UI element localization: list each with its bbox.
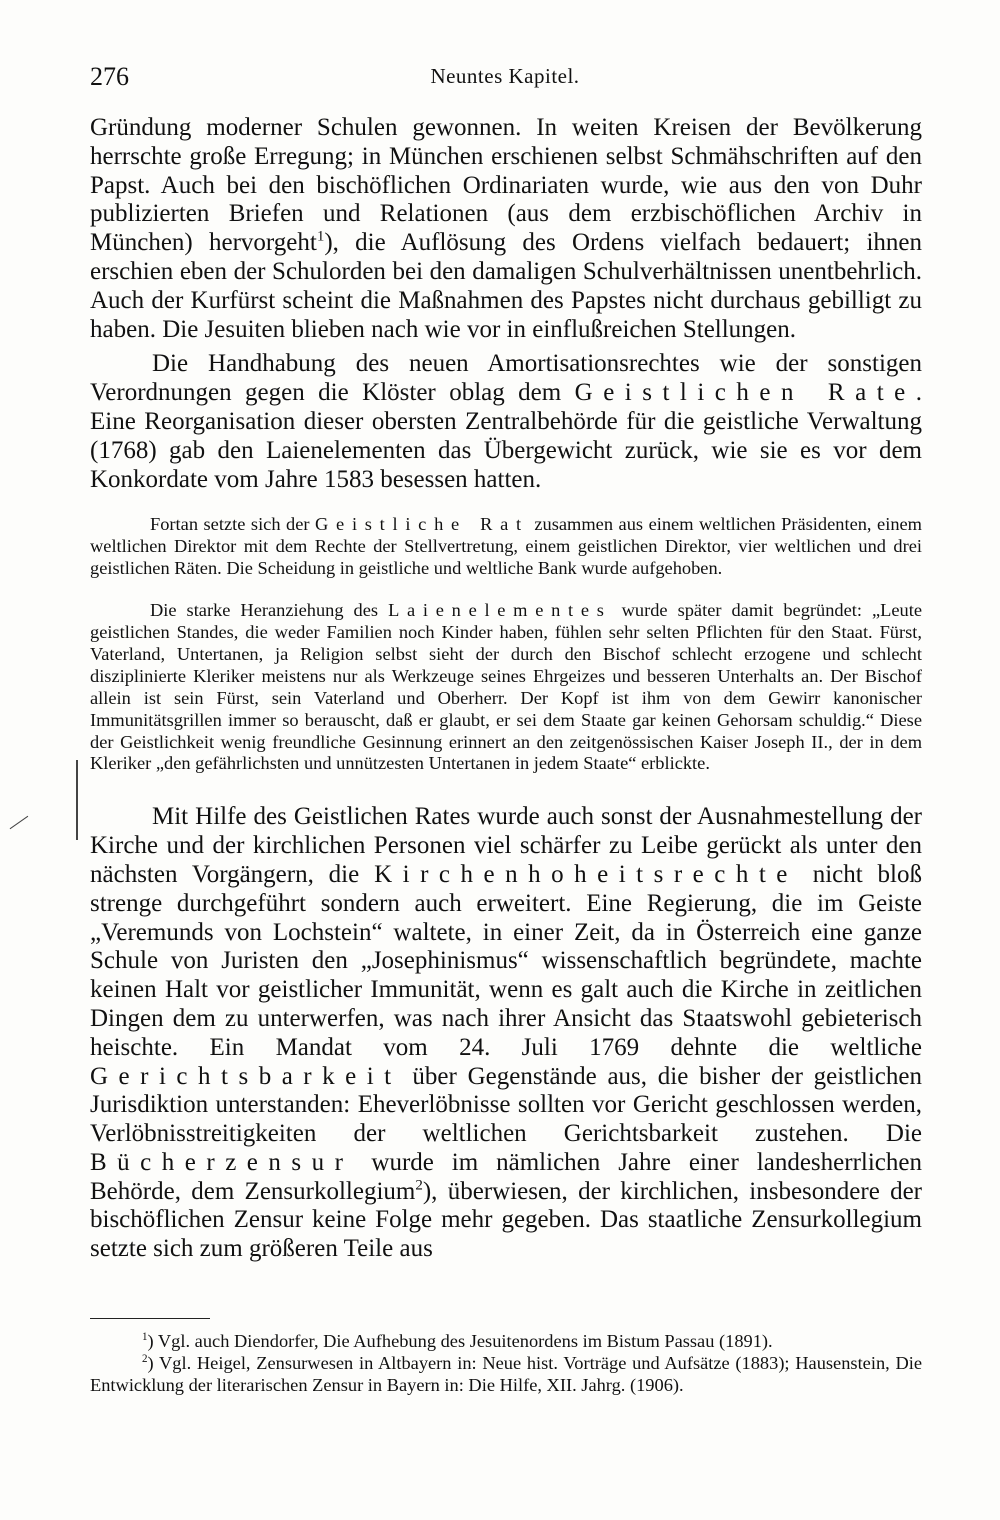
margin-pencil-mark	[76, 760, 78, 840]
emphasized-text: Kirchenhoheitsrechte	[374, 860, 798, 888]
small-print-note	[90, 514, 922, 580]
footnote-text: ) Vgl. Heigel, Zensurwesen in Altbayern in: Neue hist. Vorträge und Aufsätze (1883); Hausenstein, Die Entwicklung der literarischen Zensur in Bayern in: Die Hilfe, XII. Jahrg. (1906).	[90, 1353, 922, 1395]
body-paragraph	[90, 803, 922, 1264]
text-run: Fortan setzte sich der	[150, 514, 316, 535]
text-run: Die Handhabung des neuen Amortisationsrechtes wie der sonstigen Verordnungen gegen die Klöster oblag dem	[90, 350, 922, 407]
text-run: . Eine Reorganisation dieser obersten Zentralbehörde für die geistliche Verwaltung (1768) gab den Laienelementen das Übergewicht zurück, wie sie es vor dem Konkordate vom Jahre 1583 besessen hatten.	[90, 379, 922, 493]
footnote-reference[interactable]: 2	[415, 1177, 423, 1194]
footnote	[90, 1352, 922, 1396]
footnote-rule	[90, 1318, 210, 1319]
text-run: Mit Hilfe des Geistlichen Rates wurde auch sonst der Ausnahmestellung der Kirche und der kirchlichen Personen viel schärfer zu Leibe gerückt als unter den nächsten Vorgängern, die	[90, 803, 922, 888]
small-print-note	[90, 600, 922, 775]
text-run: Die starke Heranziehung des	[150, 600, 389, 621]
emphasized-text: Bücherzensur	[90, 1148, 354, 1176]
margin-pencil-mark	[10, 816, 29, 830]
footnote-marker: 2	[142, 1352, 148, 1365]
page-header	[90, 62, 920, 96]
footnote-reference[interactable]: 1	[316, 228, 325, 245]
emphasized-text: Geistlichen Rate	[574, 379, 916, 407]
footnote-text: ) Vgl. auch Diendorfer, Die Aufhebung des Jesuitenordens im Bistum Passau (1891).	[147, 1331, 773, 1351]
emphasized-text: Laienelementes	[388, 600, 612, 621]
running-head: Neuntes Kapitel.	[430, 64, 580, 88]
emphasized-text: Gerichtsbarkeit	[90, 1062, 402, 1090]
footnote	[90, 1330, 922, 1352]
text-run: über Gegenstände aus, die bisher der geistlichen Jurisdiktion unterstanden: Eheverlöbnisse sollten vor Gericht geschlossen werden, Verlöbnisstreitigkeiten der weltlichen Gerichtsbarkeit zustehen. Die	[90, 1062, 922, 1148]
footnotes	[90, 1330, 922, 1396]
paragraph-spacing	[90, 775, 922, 803]
body-paragraph	[90, 350, 922, 494]
footnote-marker: 1	[142, 1330, 148, 1343]
text-run: Gründung moderner Schulen gewonnen. In weiten Kreisen der Bevölkerung herrschte große Erregung; in München erschienen selbst Schmähschriften auf den Papst. Auch bei den bischöflichen Ordinariaten wurde, wie aus den von Duhr publizierten Briefen und Relationen (aus dem erzbischöflichen Archiv in München) hervorgeht	[90, 114, 922, 257]
text-run: wurde im nämlichen Jahre einer landesherrlichen Behörde, dem Zensurkollegium	[90, 1148, 922, 1205]
text-run: ), überwiesen, der kirchlichen, insbesondere der bischöflichen Zensur keine Folge mehr gegeben. Das staatliche Zensurkollegium setzte sich zum größeren Teile aus	[90, 1177, 922, 1263]
paragraph-spacing	[90, 580, 922, 600]
paragraph-spacing	[90, 494, 922, 514]
page-number: 276	[90, 62, 129, 91]
text-run: wurde später damit begründet: „Leute geistlichen Standes, die weder Familien noch Kinder haben, fühlen sehr selten Pflichten für den Staat. Fürst, Vaterland, Untertanen, ja Religion selbst sieht der durch den Bischof schlecht erzogene und schlecht disziplinierte Kleriker meistens nur als Werkzeuge seines Ehrgeizes und besseren Unterhalts an. Der Bischof allein ist sein Fürst, sein Vaterland und Oberherr. Der Kopf ist ihm von dem Gewirr kanonischer Immunitätsgrillen immer so berauscht, daß er glaubt, er sei dem Staate gar keinen Gehorsam schuldig.“ Diese der Geistlichkeit wenig freundliche Gesinnung erinnert an den zeitgenössischen Kaiser Joseph II., der in dem Kleriker „den gefährlichsten und unnützesten Untertanen in jedem Staate“ erblickte.	[90, 600, 922, 774]
text-run: zusammen aus einem weltlichen Präsidenten, einem weltlichen Direktor mit dem Rechte der Stellvertretung, einem geistlichen Direktor, vier weltlichen und drei geistlichen Räten. Die Scheidung in geistliche und weltliche Bank wurde aufgehoben.	[90, 514, 922, 579]
body-paragraph	[90, 114, 922, 344]
emphasized-text: Geistliche Rat	[315, 514, 529, 535]
text-run: nicht bloß strenge durchgeführt sondern auch erweitert. Eine Regierung, die im Geiste „Veremunds von Lochstein“ waltete, in einer Zeit, da in Österreich eine ganze Schule von Juristen den „Josephinismus“ wissenschaftlich begründete, machte keinen Halt vor geistlicher Immunität, wenn es galt auch die Kirche in zeitlichen Dingen dem zu unterwerfen, was nach ihrer Ansicht das Staatswohl gebieterisch heischte. Ein Mandat vom 24. Juli 1769 dehnte die weltliche	[90, 860, 923, 1061]
body-text	[90, 114, 922, 1264]
text-run: ), die Auflösung des Ordens vielfach bedauert; ihnen erschien eben der Schulorden bei den damaligen Schulverhältnissen unentbehrlich. Auch der Kurfürst scheint die Maßnahmen des Papstes nicht durchaus gebilligt zu haben. Die Jesuiten blieben nach wie vor in einflußreichen Stellungen.	[90, 229, 922, 343]
